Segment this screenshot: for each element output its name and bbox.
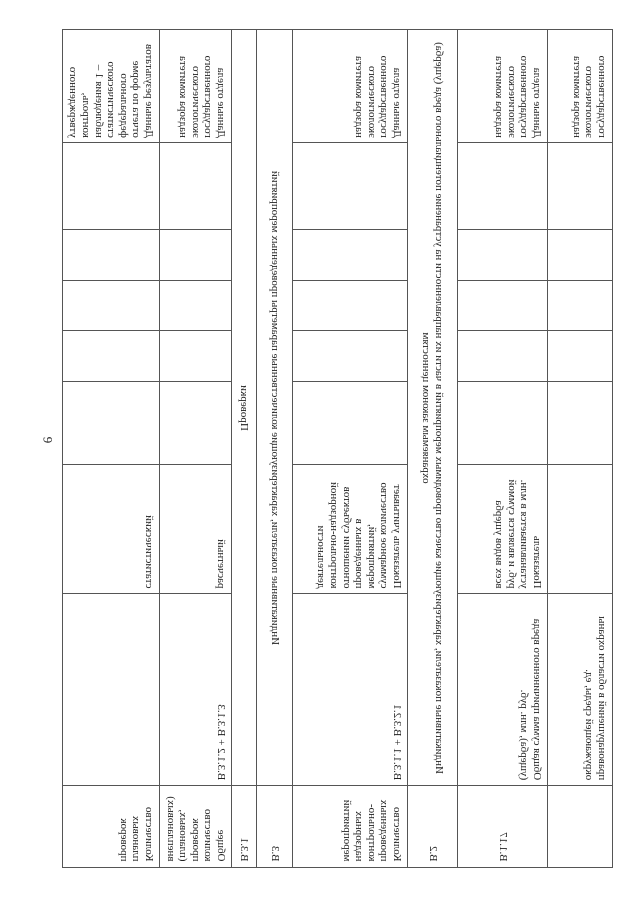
table-row [62,30,159,868]
row-name: правонарушений в области охраны окружающей среды, ед. [548,594,613,786]
rotated-table-container [67,29,613,868]
empty-cell [160,280,232,331]
table-row [160,30,232,868]
indicator-table [62,29,613,868]
section-row [257,30,293,868]
empty-cell [548,230,613,281]
empty-cell [458,382,548,465]
row-comment [548,465,613,594]
empty-cell [458,230,548,281]
row-source: Данные отдела государственного экологического надзора комитета [458,30,548,143]
section-title: Индикативные показатели, характеризующие количественные параметры проведенных мероприятий [257,30,293,786]
empty-cell [548,382,613,465]
empty-cell [160,382,232,465]
empty-cell [293,382,408,465]
empty-cell [160,143,232,230]
empty-cell [293,143,408,230]
row-source: государственного экологического надзора комитета [548,30,613,143]
section-row [408,30,458,868]
row-name: Общая сумма причиненного вреда (ущерба), млн. руб. [458,594,548,786]
empty-cell [62,230,159,281]
row-comment: Показатель учитывает суммарное количество мероприятий, проведенных в отношении субъектов контрольно-надзорной деятельности [293,465,408,594]
page-number: 6 [40,436,55,444]
empty-cell [62,382,159,465]
empty-cell [160,230,232,281]
row-id [548,785,613,867]
section-row [232,30,257,868]
table-row [458,30,548,868]
row-formula: В.3.1.1 + В.3.2.1 [293,594,408,786]
row-name: Общее количество проверок (плановых, внеплановых) [160,785,232,867]
row-id: В.3.1 [232,785,257,867]
row-source: Данные отдела государственного экологического надзора комитета [160,30,232,143]
section-title: Индикативные показатели, характеризующие качество проводимых мероприятий в части их направленности на устранение потенциального вреда (ущерба) охраняемым законом ценностям [408,30,458,786]
row-name: Количество проведенных контрольно-надзорных мероприятий [293,785,408,867]
row-source: Данные результатов отчета по форме федерального статистического наблюдения 1 –контроль, утвержденного [62,30,159,143]
empty-cell [548,331,613,382]
empty-cell [458,331,548,382]
empty-cell [293,280,408,331]
row-comment: Показатель устанавливается в млн. руб. и является суммой всех видов ущерба [458,465,548,594]
table-row [548,30,613,868]
empty-cell [548,280,613,331]
empty-cell [293,230,408,281]
empty-cell [62,331,159,382]
row-comment: статистический [62,465,159,594]
empty-cell [458,143,548,230]
empty-cell [62,143,159,230]
row-comment: расчетный [160,465,232,594]
empty-cell [293,331,408,382]
row-source: Данные отдела государственного экологического надзора комитета [293,30,408,143]
row-id: В.2 [408,785,458,867]
row-formula [62,594,159,786]
row-id: В.1.17 [458,785,548,867]
row-formula: В.3.1.2 + В.3.1.3 [160,594,232,786]
row-name: Количество плановых проверок [62,785,159,867]
table-row [293,30,408,868]
empty-cell [62,280,159,331]
empty-cell [548,143,613,230]
empty-cell [458,280,548,331]
row-id: В.3 [257,785,293,867]
empty-cell [160,331,232,382]
section-title: Проверки [232,30,257,786]
